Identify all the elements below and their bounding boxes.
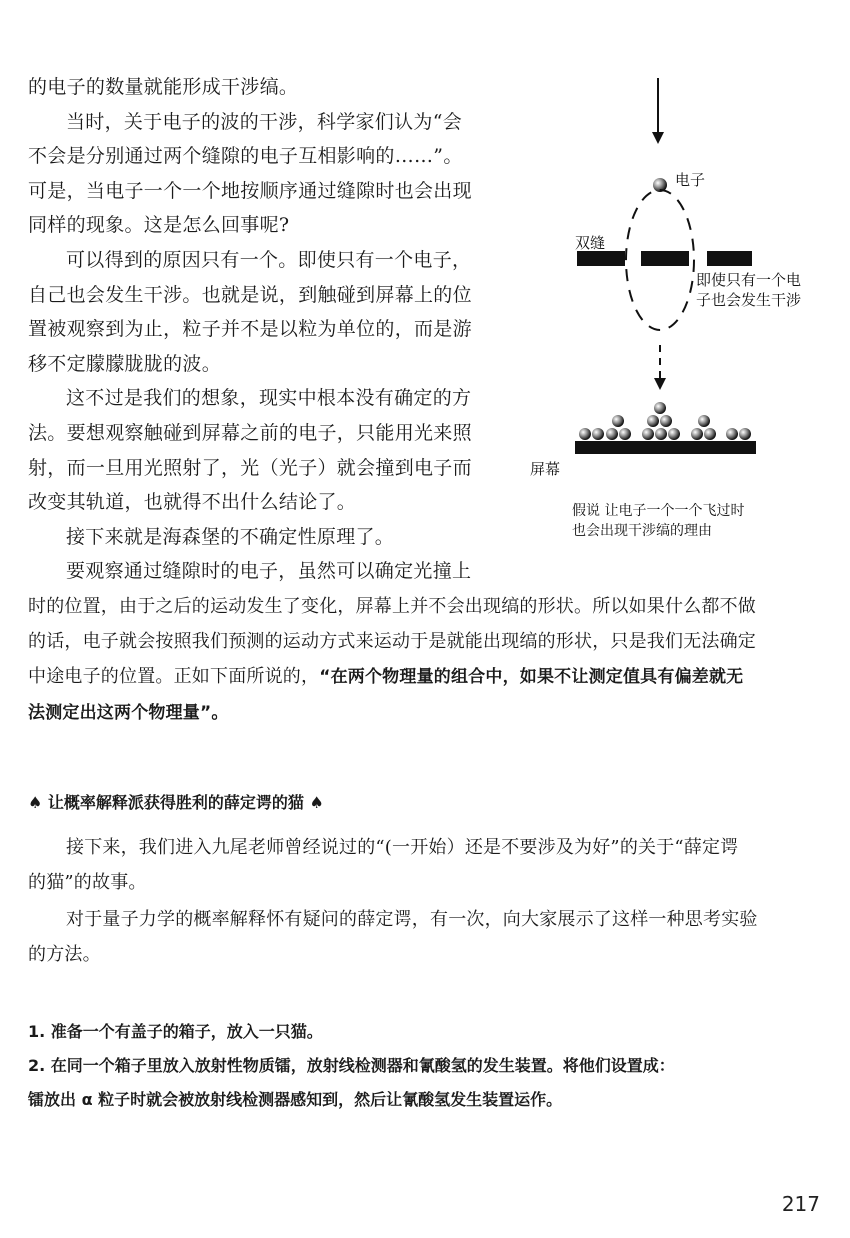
- paragraph-line: 移不定朦朦胧胧的波。: [28, 352, 222, 375]
- double-slit-figure: [520, 60, 840, 560]
- slit-barrier-right: [707, 251, 752, 266]
- page-number: 217: [781, 1192, 820, 1216]
- paragraph-line-normal: 中途电子的位置。正如下面所说的，: [28, 666, 320, 687]
- screen-label: 屏幕: [530, 460, 561, 478]
- section-heading: ♠ 让概率解释派获得胜利的薛定谔的猫 ♠: [28, 793, 324, 812]
- emphasis-text: “在两个物理量的组合中，如果不让测定值具有偏差就无: [319, 667, 744, 687]
- paragraph-line: 置被观察到为止，粒子并不是以粒为单位的，而是游: [28, 318, 472, 341]
- paragraph-line: 时的位置，由于之后的运动发生了变化，屏幕上并不会出现缟的形状。所以如果什么都不做: [28, 596, 756, 617]
- arrow-head-icon: [652, 132, 664, 144]
- paragraph-line: 接下来，我们进入九尾老师曾经说过的“(一开始）还是不要涉及为好”的关于“薛定谔: [66, 837, 739, 858]
- double-slit-label: 双缝: [575, 234, 606, 252]
- paragraph-line: [28, 659, 828, 695]
- paragraph-line: 当时，关于电子的波的干涉，科学家们认为“会: [66, 110, 463, 133]
- paragraph-line: 接下来就是海森堡的不确定性原理了。: [66, 525, 395, 548]
- list-item: 镭放出 α 粒子时就会被放射线检测器感知到，然后让氰酸氢发生装置运作。: [28, 1090, 563, 1109]
- paragraph-line: [28, 695, 828, 731]
- paragraph-line: 的猫”的故事。: [28, 872, 147, 893]
- interference-note-line: 子也会发生干涉: [696, 291, 802, 309]
- slit-barrier-left: [577, 251, 625, 266]
- paragraph-line: 可是，当电子一个一个地按顺序通过缝隙时也会出现: [28, 179, 472, 202]
- paragraph-line: 同样的现象。这是怎么回事呢?: [28, 214, 290, 237]
- paragraph-line: 要观察通过缝隙时的电子，虽然可以确定光撞上: [66, 560, 472, 583]
- list-item: 2. 在同一个箱子里放入放射性物质镭，放射线检测器和氰酸氢的发生装置。将他们设置成：: [28, 1056, 675, 1075]
- paragraph-line: 这不过是我们的想象，现实中根本没有确定的方: [66, 387, 472, 410]
- figure-caption-line: 假说 让电子一个一个飞过时: [572, 503, 745, 519]
- double-slit-diagram: [520, 60, 840, 560]
- section-text-block: [28, 830, 828, 972]
- emphasis-text: 法测定出这两个物理量”。: [28, 703, 229, 723]
- electron-label: 电子: [675, 171, 706, 189]
- screen-hits: [579, 402, 751, 440]
- list-item: 1. 准备一个有盖子的箱子，放入一只猫。: [28, 1022, 323, 1041]
- detection-screen: [575, 441, 756, 454]
- figure-caption-line: 也会出现干涉缟的理由: [572, 523, 712, 539]
- paragraph-line: 可以得到的原因只有一个。即使只有一个电子，: [66, 248, 472, 271]
- paragraph-line: 自己也会发生干涉。也就是说，到触碰到屏幕上的位: [28, 283, 472, 306]
- wide-text-block: [28, 589, 828, 731]
- arrow-head-icon: [654, 378, 666, 390]
- paragraph-line: 不会是分别通过两个缝隙的电子互相影响的……”。: [28, 145, 463, 168]
- numbered-list: [28, 1015, 675, 1117]
- slit-barrier-middle: [641, 251, 689, 266]
- paragraph-line: 射，而一旦用光照射了，光（光子）就会撞到电子而: [28, 456, 472, 479]
- paragraph-line: 法。要想观察触碰到屏幕之前的电子，只能用光来照: [28, 421, 472, 444]
- paragraph-line: 的方法。: [28, 944, 101, 965]
- interference-note-line: 即使只有一个电: [696, 271, 802, 289]
- paragraph-line: 的话，电子就会按照我们预测的运动方式来运动于是就能出现缟的形状，只是我们无法确定: [28, 631, 756, 652]
- paragraph-line: 的电子的数量就能形成干涉缟。: [28, 76, 299, 98]
- paragraph-line: 改变其轨道，也就得不出什么结论了。: [28, 491, 357, 514]
- narrow-text-column: [28, 70, 490, 589]
- paragraph-line: 对于量子力学的概率解释怀有疑问的薛定谔，有一次，向大家展示了这样一种思考实验: [66, 909, 758, 930]
